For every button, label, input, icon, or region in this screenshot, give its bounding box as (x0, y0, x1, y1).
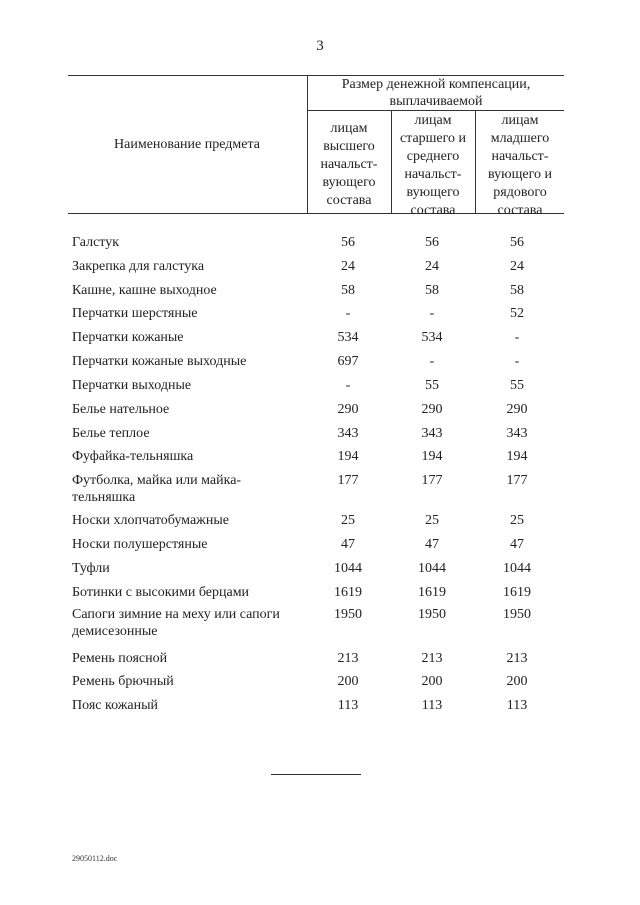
amount-senior: 24 (341, 259, 355, 274)
amount-senior: 697 (337, 354, 359, 369)
amount-senior: 534 (337, 330, 359, 345)
amount-senior: 343 (337, 426, 359, 441)
column-header-middle: лицам старшего и среднего начальст-вующего состава (399, 113, 467, 218)
amount-junior: 290 (506, 402, 528, 417)
amount-middle: 177 (421, 473, 443, 488)
amount-junior: 1044 (503, 561, 531, 576)
amount-middle: 290 (421, 402, 443, 417)
amount-senior: 200 (337, 674, 359, 689)
amount-senior: 290 (337, 402, 359, 417)
amount-middle: 194 (421, 449, 443, 464)
amount-senior: - (345, 378, 351, 393)
amount-junior: 24 (510, 259, 524, 274)
amount-junior: 58 (510, 283, 524, 298)
item-name: Пояс кожаный (72, 698, 159, 713)
item-name: Ремень поясной (72, 651, 168, 666)
amount-middle: 55 (425, 378, 439, 393)
amount-senior: 1950 (334, 607, 362, 622)
amount-middle: 534 (421, 330, 443, 345)
item-name: Перчатки шерстяные (72, 306, 198, 321)
amount-junior: 47 (510, 537, 524, 552)
amount-junior: 200 (506, 674, 528, 689)
amount-middle: 200 (421, 674, 443, 689)
group-header-rule (307, 110, 564, 111)
amount-middle: 24 (425, 259, 439, 274)
amount-senior: 58 (341, 283, 355, 298)
column-header-junior: лицам младшего начальст-вующего и рядового состава (488, 113, 552, 218)
amount-junior: 1619 (503, 585, 531, 600)
amount-middle: 343 (421, 426, 443, 441)
item-name: Перчатки кожаные выходные (72, 354, 247, 369)
amount-senior: 1044 (334, 561, 362, 576)
item-name: Белье нательное (72, 402, 170, 417)
item-name: Футболка, майка или майка-тельняшка (72, 473, 242, 505)
item-name-header: Наименование предмета (114, 137, 260, 152)
item-name: Галстук (72, 235, 120, 250)
document-code: 29050112.doc (72, 854, 118, 863)
amount-middle: - (429, 306, 435, 321)
item-name: Носки хлопчатобумажные (72, 513, 229, 528)
amount-senior: 177 (337, 473, 359, 488)
amount-middle: 213 (421, 651, 443, 666)
amount-senior: - (345, 306, 351, 321)
amount-middle: - (429, 354, 435, 369)
amount-middle: 58 (425, 283, 439, 298)
item-name: Туфли (72, 561, 110, 576)
amount-junior: 52 (510, 306, 524, 321)
amount-middle: 47 (425, 537, 439, 552)
amount-middle: 113 (421, 698, 443, 713)
column-header-senior: лицам высшего начальст-вующего состава (320, 121, 378, 208)
amount-middle: 56 (425, 235, 439, 250)
header-divider-1 (307, 75, 308, 213)
amount-junior: 25 (510, 513, 524, 528)
amount-junior: 343 (506, 426, 528, 441)
amount-middle: 25 (425, 513, 439, 528)
footer-rule (271, 774, 361, 775)
group-header: Размер денежной компенсации, выплачиваемой (341, 77, 531, 109)
item-name: Перчатки кожаные (72, 330, 184, 345)
item-name: Перчатки выходные (72, 378, 192, 393)
amount-senior: 25 (341, 513, 355, 528)
item-name: Кашне, кашне выходное (72, 283, 217, 298)
header-divider-2 (391, 110, 392, 213)
amount-junior: 55 (510, 378, 524, 393)
amount-junior: 113 (506, 698, 528, 713)
amount-senior: 213 (337, 651, 359, 666)
page-number: 3 (316, 38, 324, 54)
amount-junior: 194 (506, 449, 528, 464)
item-name: Белье теплое (72, 426, 150, 441)
amount-senior: 47 (341, 537, 355, 552)
item-name: Сапоги зимние на меху или сапоги демисезонные (72, 607, 280, 639)
amount-senior: 194 (337, 449, 359, 464)
item-name: Закрепка для галстука (72, 259, 205, 274)
amount-junior: 56 (510, 235, 524, 250)
item-name: Ремень брючный (72, 674, 174, 689)
amount-junior: - (514, 354, 520, 369)
amount-middle: 1950 (418, 607, 446, 622)
amount-junior: 177 (506, 473, 528, 488)
amount-senior: 56 (341, 235, 355, 250)
item-name: Фуфайка-тельняшка (72, 449, 194, 464)
item-name: Ботинки с высокими берцами (72, 585, 250, 600)
amount-senior: 113 (337, 698, 359, 713)
amount-junior: 1950 (503, 607, 531, 622)
amount-middle: 1044 (418, 561, 446, 576)
item-name: Носки полушерстяные (72, 537, 208, 552)
amount-senior: 1619 (334, 585, 362, 600)
amount-junior: 213 (506, 651, 528, 666)
amount-junior: - (514, 330, 520, 345)
header-divider-3 (475, 110, 476, 213)
amount-middle: 1619 (418, 585, 446, 600)
